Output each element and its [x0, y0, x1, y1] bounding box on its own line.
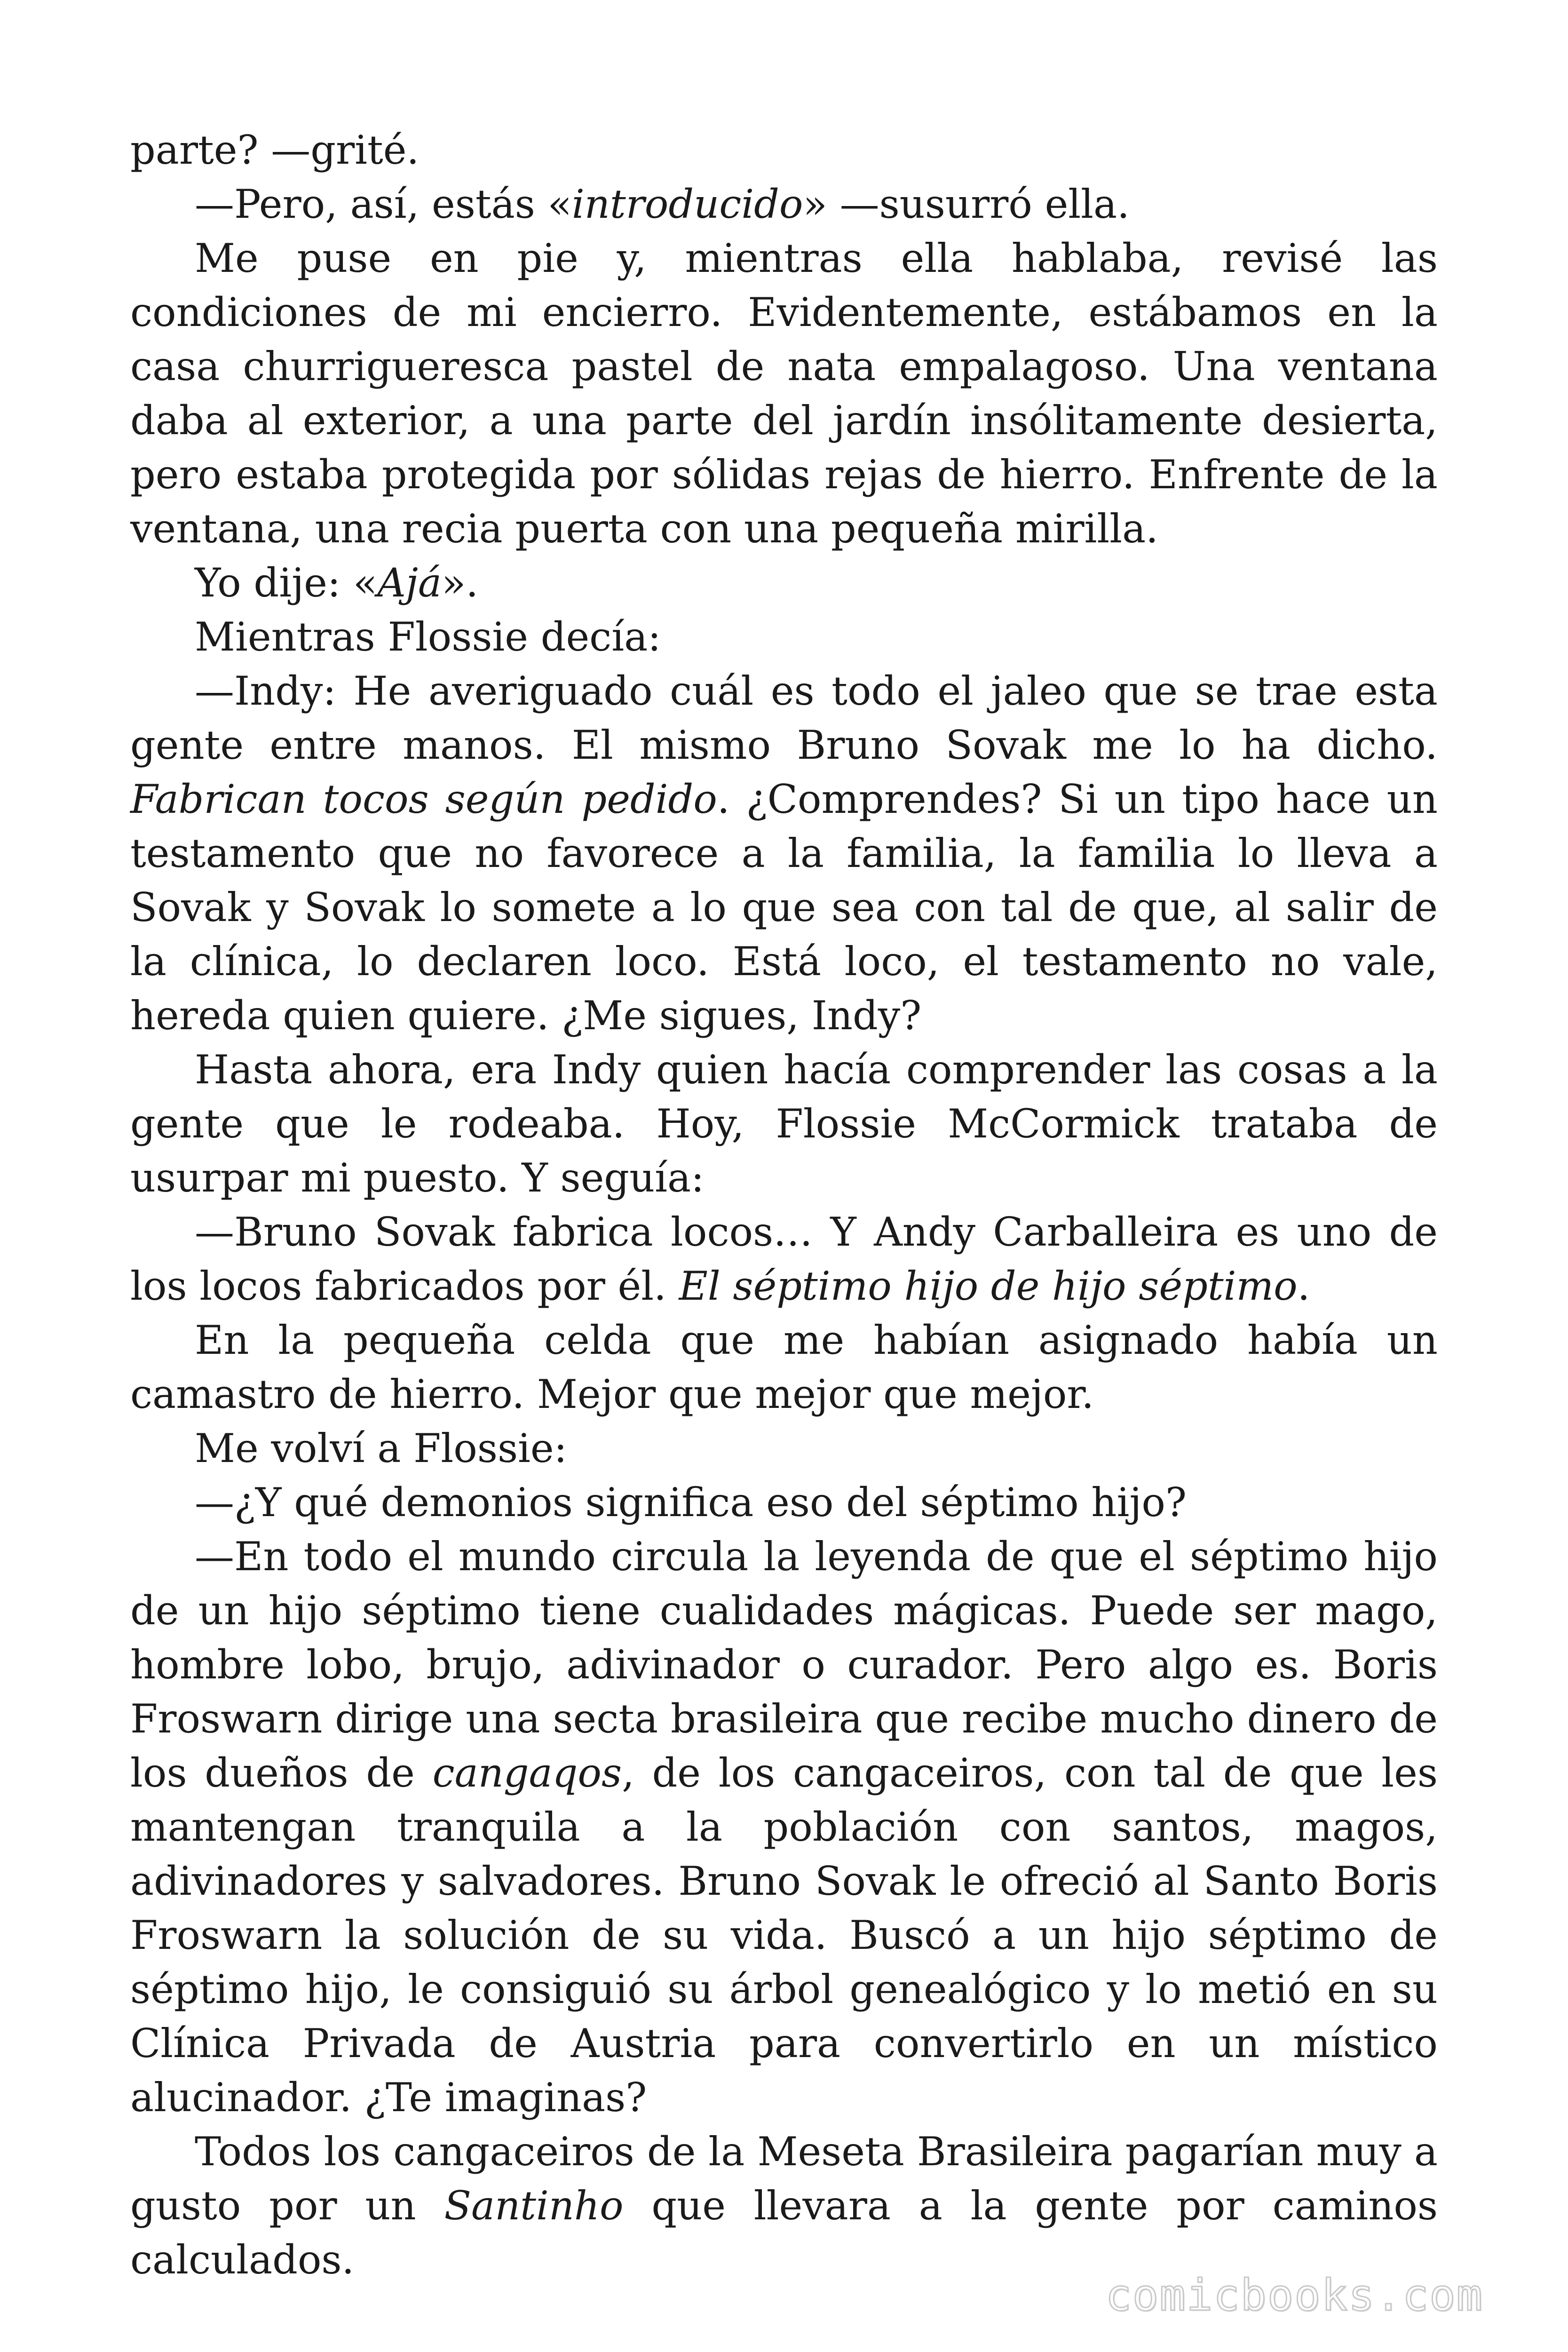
paragraph: —Indy: He averiguado cuál es todo el jaleo que se trae esta gente entre manos. El mismo Bruno Sovak me lo ha dicho. Fabrican tocos según pedido. ¿Comprendes? Si un tipo hace un testamento que no favorece a la familia, la familia lo lleva a Sovak y Sovak lo somete a lo que sea con tal de que, al salir de la clínica, lo declaren loco. Está loco, el testamento no vale, hereda quien quiere. ¿Me sigues, Indy? — [130, 668, 1438, 1039]
paragraph: —¿Y qué demonios significa eso del séptimo hijo? — [195, 1479, 1187, 1526]
paragraph: Me puse en pie y, mientras ella hablaba, revisé las condiciones de mi encierro. Evidentemente, estábamos en la casa churrigueresca pastel de nata empalagoso. Una ventana daba al exterior, a una parte del jardín insólitamente desierta, pero estaba protegida por sólidas rejas de hierro. Enfrente de la ventana, una recia puerta con una pequeña mirilla. — [130, 235, 1438, 552]
paragraph: Yo dije: «Ajá». — [195, 560, 479, 606]
paragraph: En la pequeña celda que me habían asignado había un camastro de hierro. Mejor que mejor que mejor. — [130, 1317, 1438, 1417]
paragraph: Mientras Flossie decía: — [195, 614, 661, 660]
paragraph: parte? —grité. — [130, 127, 420, 173]
paragraph: —Bruno Sovak fabrica locos… Y Andy Carballeira es uno de los locos fabricados por él. El séptimo hijo de hijo séptimo. — [130, 1209, 1438, 1309]
paragraph: —Pero, así, estás «introducido» —susurró ella. — [195, 181, 1130, 227]
paragraph: —En todo el mundo circula la leyenda de que el séptimo hijo de un hijo séptimo tiene cualidades mágicas. Puede ser mago, hombre lobo, brujo, adivinador o curador. Pero algo es. Boris Froswarn dirige una secta brasileira que recibe mucho dinero de los dueños de cangaqos, de los cangaceiros, con tal de que les mantengan tranquila a la población con santos, magos, adivinadores y salvadores. Bruno Sovak le ofreció al Santo Boris Froswarn la solución de su vida. Buscó a un hijo séptimo de séptimo hijo, le consiguió su árbol genealógico y lo metió en su Clínica Privada de Austria para convertirlo en un místico alucinador. ¿Te imaginas? — [130, 1534, 1438, 2121]
paragraph: Me volví a Flossie: — [195, 1425, 567, 1471]
paragraph: Hasta ahora, era Indy quien hacía comprender las cosas a la gente que le rodeaba. Hoy, Flossie McCormick trataba de usurpar mi puesto. Y seguía: — [130, 1047, 1438, 1201]
paragraph: Todos los cangaceiros de la Meseta Brasileira pagarían muy a gusto por un Santinho que llevara a la gente por caminos calculados. — [130, 2129, 1438, 2283]
book-page-text — [130, 123, 1438, 2287]
site-watermark: comicbooks.com — [1105, 2270, 1483, 2320]
